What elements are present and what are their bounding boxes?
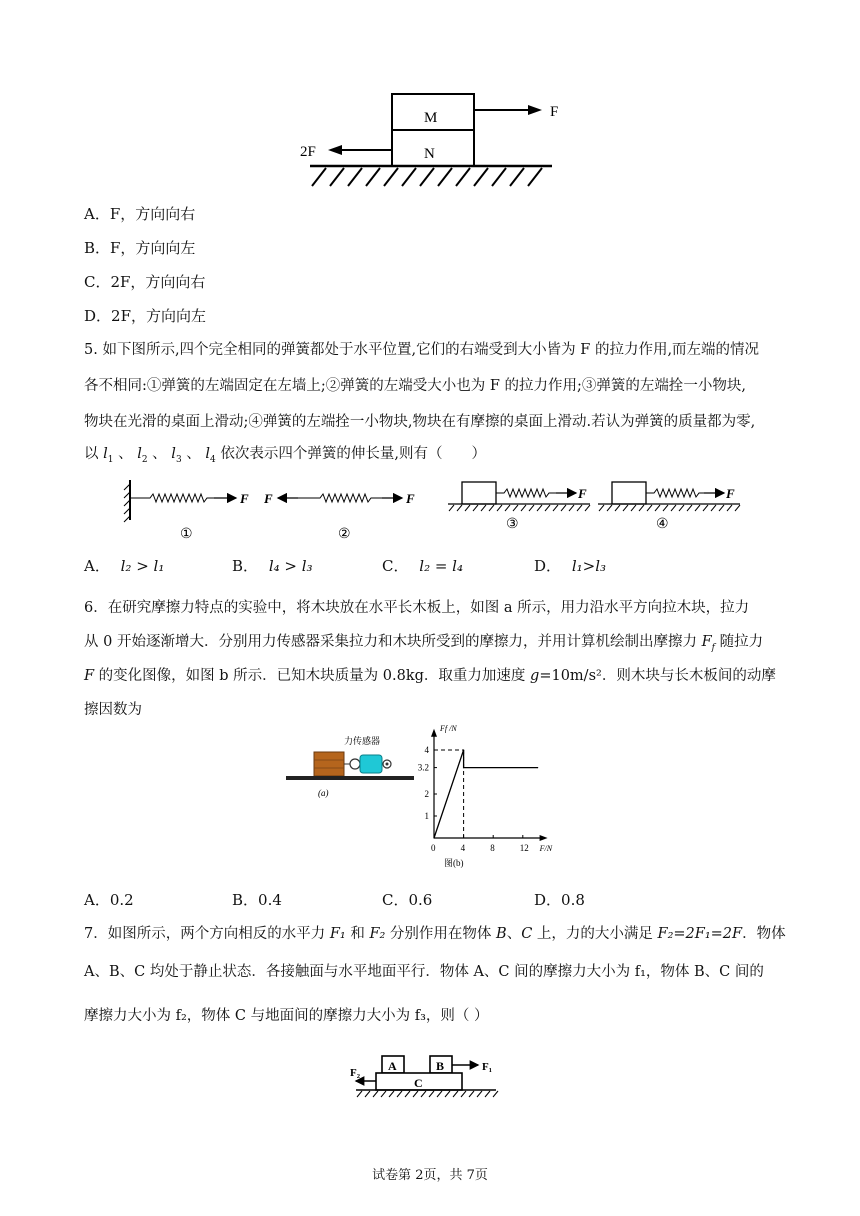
- q6-line-1: 6．在研究摩擦力特点的实验中，将木块放在水平长木板上，如图 a 所示，用力沿水平方向拉木块，拉力: [84, 600, 750, 616]
- spring-label-4: ④: [656, 517, 669, 532]
- q6-line-2: [84, 632, 763, 658]
- q7-l1-g: 、: [506, 926, 522, 942]
- q6-line-3: [84, 666, 776, 686]
- q5-line-1: 5. 如下图所示,四个完全相同的弹簧都处于水平位置,它们的右端受到大小皆为 F 的拉力作用,而左端的情况: [84, 342, 760, 358]
- q5-line-4-post: 依次表示四个弹簧的伸长量,则有（ ）: [220, 446, 486, 462]
- q5-option-d-letter: D．: [534, 557, 562, 575]
- label-M: M: [424, 110, 438, 126]
- q4-option-a: A．F，方向向右: [84, 205, 196, 223]
- label-F: F: [550, 104, 559, 120]
- x-tick-label: 4: [460, 843, 466, 853]
- label-B: B: [436, 1059, 445, 1073]
- figure-6a-apparatus: [284, 732, 418, 802]
- q6-option-a: A．0.2: [84, 891, 134, 909]
- q6-ff-subscript: f: [711, 642, 715, 653]
- q5-option-c: [382, 556, 463, 576]
- x-tick-label: 0: [431, 843, 436, 853]
- q7-l1-cobj: C: [521, 926, 533, 942]
- q5-option-c-letter: C．: [382, 557, 409, 575]
- label-F1: F₁: [482, 1061, 493, 1073]
- q7-l1-f2: F₂: [369, 926, 386, 942]
- q5-option-a-expr: l₂ > l₁: [120, 557, 165, 575]
- spring4-f: F: [726, 486, 735, 501]
- x-tick-label: 8: [490, 843, 495, 853]
- fig-a-caption: (a): [318, 788, 329, 798]
- q7-l1-k: ．物体: [742, 926, 786, 942]
- q7-l1-i: 上，力的大小满足: [532, 926, 658, 942]
- q5-option-d: [534, 556, 606, 576]
- y-axis-arrow: [431, 729, 437, 737]
- figure-springs: [120, 478, 750, 544]
- q6-line-2-d: 随拉力: [714, 634, 764, 650]
- q7-l1-c: 和: [345, 926, 370, 942]
- data-point: [463, 749, 464, 750]
- sensor-label: 力传感器: [344, 736, 381, 746]
- q5-line-4-pre: 以: [84, 446, 99, 462]
- q6-line-3-b: 的变化图像，如图 b 所示．已知木块质量为 0.8kg．取重力加速度: [94, 668, 531, 684]
- q7-l1-b: B: [496, 926, 507, 942]
- q5-option-c-expr: l₂ = l₄: [419, 557, 463, 575]
- q6-f-symbol: F: [84, 668, 95, 684]
- spring2-f-right: F: [406, 491, 415, 506]
- q5-option-b-letter: B．: [232, 557, 259, 575]
- label-A: A: [388, 1059, 397, 1073]
- q7-l1-f1: F₁: [329, 926, 346, 942]
- q6-option-b: B．0.4: [232, 891, 282, 909]
- q7-line-3: 摩擦力大小为 f₂，物体 C 与地面间的摩擦力大小为 f₃，则（ ）: [84, 1008, 489, 1024]
- label-N: N: [424, 146, 435, 162]
- spring1-f: F: [240, 491, 249, 506]
- q4-option-c: C．2F，方向向右: [84, 273, 206, 291]
- q5-option-b-expr: l₄ > l₃: [268, 557, 313, 575]
- y-tick-label: 1: [424, 811, 429, 821]
- label-C: C: [414, 1076, 423, 1090]
- label-F2: F₂: [350, 1067, 361, 1079]
- y-tick-label: 2: [424, 789, 429, 799]
- data-point: [537, 767, 538, 768]
- q7-line-2: A、B、C 均处于静止状态．各接触面与水平地面平行．物体 A、C 间的摩擦力大小为 f₁，物体 B、C 间的: [84, 964, 764, 980]
- q6-g-symbol: g: [530, 668, 540, 684]
- q5-option-a: [84, 556, 164, 576]
- q6-line-4: 擦因数为: [84, 702, 142, 718]
- q6-option-d: D．0.8: [534, 891, 585, 909]
- q5-line-3: 物块在光滑的桌面上滑动;④弹簧的左端拴一小物块,物块在有摩擦的桌面上滑动.若认为弹簧的质量都为零,: [84, 414, 756, 430]
- q7-line-1: [84, 924, 786, 944]
- q5-line-4: 以 $l_1$ 、 $l_2$ 、 $l_3$ 、 $l_4$ 依次表示四个弹簧的伸长量,则有（ ）: [84, 446, 486, 465]
- y-tick-label: 3.2: [417, 762, 429, 773]
- spring-label-1: ①: [180, 527, 193, 542]
- page-footer: 试卷第 2页，共 7页: [372, 1168, 488, 1183]
- data-point: [463, 767, 464, 768]
- x-axis-arrow: [540, 835, 548, 841]
- figure-mn-blocks: [296, 84, 568, 190]
- q4-option-d: D．2F，方向向左: [84, 307, 206, 325]
- figure-abc-blocks: [346, 1048, 506, 1104]
- q7-l1-eq: F₂=2F₁=2F: [657, 926, 743, 942]
- q5-option-d-expr: l₁>l₃: [571, 557, 607, 575]
- q5-line-2: 各不相同:①弹簧的左端固定在左墙上;②弹簧的左端受大小也为 F 的拉力作用;③弹簧的左端拴一小物块,: [84, 378, 747, 394]
- spring3-f: F: [578, 486, 587, 501]
- q7-l1-e: 分别作用在物体: [385, 926, 497, 942]
- x-axis-label: F/N: [539, 844, 553, 853]
- spring-label-2: ②: [338, 527, 351, 542]
- spring2-f-left: F: [264, 491, 273, 506]
- symbol-l1: l: [103, 446, 108, 462]
- friction-series-line: [434, 750, 538, 838]
- q4-option-b: B．F，方向向左: [84, 239, 196, 257]
- q7-l1-a: 7．如图所示，两个方向相反的水平力: [84, 926, 330, 942]
- symbol-l2: l: [137, 446, 142, 462]
- q6-line-2-a: 从 0 开始逐渐增大．分别用力传感器采集拉力和木块所受到的摩擦力，并用计算机绘制出摩擦力: [84, 634, 702, 650]
- q6-option-c: C．0.6: [382, 891, 433, 909]
- x-tick-label: 12: [519, 843, 529, 853]
- symbol-l3: l: [171, 446, 176, 462]
- q5-option-a-letter: A．: [84, 557, 110, 575]
- q6-ff-symbol: F: [701, 634, 712, 650]
- data-point: [433, 837, 434, 838]
- symbol-l4: l: [205, 446, 211, 462]
- q5-option-b: [232, 556, 313, 576]
- y-axis-label: Ff /N: [440, 724, 457, 733]
- label-2F: 2F: [300, 144, 316, 160]
- q6-line-3-d: =10m/s²．则木块与长木板间的动摩: [539, 668, 776, 684]
- fig-b-caption: 图(b): [444, 858, 464, 868]
- y-tick-label: 4: [424, 745, 429, 755]
- spring-label-3: ③: [506, 517, 519, 532]
- friction-chart: [412, 724, 582, 874]
